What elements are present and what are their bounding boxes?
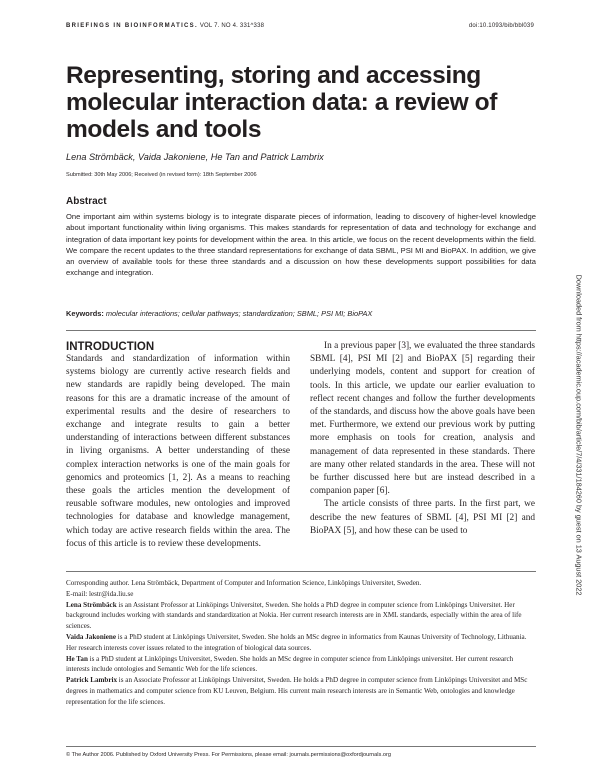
download-watermark bbox=[574, 220, 584, 650]
bio-text: is a PhD student at Linköpings Universitet, Sweden. She holds an MSc degree in computer science from Linköpings universitet. Her current research interests include ontologies and Semantic Web for the life sciences. bbox=[66, 654, 514, 674]
bio-name: Patrick Lambrix bbox=[66, 676, 118, 685]
keywords-label: Keywords: bbox=[66, 309, 104, 318]
doi-link[interactable]: doi:10.1093/bib/bbl039 bbox=[468, 23, 534, 29]
bio-name: Vaida Jakoniene bbox=[66, 632, 116, 641]
author-bio bbox=[66, 654, 536, 676]
bio-text: is a PhD student at Linköpings Universitet, Sweden. She holds an MSc degree in informatics from Kaunas University of Technology, Lithuania. Her research interests cover issues related to the integration of biological data sources. bbox=[66, 632, 527, 652]
body-column-left bbox=[66, 353, 290, 551]
introduction-heading: INTRODUCTION bbox=[66, 341, 155, 353]
bio-name: He Tan bbox=[66, 654, 88, 663]
intro-paragraph: Standards and standardization of information within systems biology are currently active research fields and new standards are rapidly being developed. The main reasons for this are a dramatic increase of the amount of experimental results and the desire of researchers to exchange and integrate results to gain a better understanding of interactions between different substances in living organisms. A better understanding of these complex interaction networks is one of the main goals for genomics and proteomics [1, 2]. As a means to reaching these goals the articles mention the development of reusable software modules, new ontologies and improved technologies for database and knowledge management, which today are active research fields within the area. The focus of this article is to review these developments. bbox=[66, 354, 290, 549]
author-bio bbox=[66, 600, 536, 632]
intro-paragraph: The article consists of three parts. In the first part, we describe the new features of SBML [4], PSI MI [2] and BioPAX [5], and how these can be used to bbox=[310, 499, 535, 536]
author-list: Lena Strömbäck, Vaida Jakoniene, He Tan and Patrick Lambrix bbox=[66, 152, 324, 162]
article-title: Representing, storing and accessing molecular interaction data: a review of models and tools bbox=[66, 62, 497, 143]
submission-dates: Submitted: 30th May 2006; Received (in revised form): 18th September 2006 bbox=[66, 172, 257, 178]
author-bio bbox=[66, 632, 536, 654]
email-link[interactable]: E-mail: lestr@ida.liu.se bbox=[66, 589, 134, 598]
bio-text: is an Assistant Professor at Linköpings Universitet, Sweden. She holds a PhD degree in computer science from Linköpings Universitet. Her background includes working with standards and standardization at Nokia. Her current research interests are in XML standards, especially within the area of life sciences. bbox=[66, 600, 522, 631]
copyright-notice: © The Author 2006. Published by Oxford University Press. For Permissions, please email: journals.permissions@oxfordjournals.org bbox=[66, 752, 391, 758]
section-divider bbox=[66, 330, 536, 331]
bio-text: is an Associate Professor at Linköpings Universitet, Sweden. He holds a PhD degree in computer science from Linköpings Universitet and MSc degrees in mathematics and computer science from KU Leuven, Belgium. His current main research interests are in Semantic Web, ontologies and knowledge representation for the life sciences. bbox=[66, 676, 528, 706]
corresponding-author: Corresponding author. Lena Strömbäck, Department of Computer and Information Science, Linköpings Universitet, Sweden. bbox=[66, 579, 422, 587]
abstract-text: One important aim within systems biology is to integrate disparate pieces of information, leading to discovery of higher-level knowledge about important functionality within living organisms. This makes standards for representation of data and technology for exchange and integration of data important key points for development within the area. In this article, we focus on the recent developments within the field. We compare the recent updates to the three standard representations for exchange of data SBML, PSI MI and BioPAX. In addition, we give an overview of available tools for these three standards and a discussion on how these developments support possibilities for data exchange and integration. bbox=[66, 212, 536, 278]
keywords bbox=[66, 309, 536, 318]
copyright-divider bbox=[66, 746, 536, 747]
author-bio bbox=[66, 675, 536, 707]
journal-name: BRIEFINGS IN BIOINFORMATICS. bbox=[66, 23, 198, 29]
body-column-right bbox=[310, 340, 535, 538]
volume-info: VOL 7. NO 4. 331^338 bbox=[199, 23, 265, 29]
abstract-heading: Abstract bbox=[66, 196, 107, 207]
author-footnotes bbox=[66, 578, 536, 708]
footnote-divider bbox=[66, 571, 536, 572]
keywords-list: molecular interactions; cellular pathways; standardization; SBML; PSI MI; BioPAX bbox=[105, 309, 373, 318]
download-note[interactable]: Downloaded from https://academic.oup.com/bib/article/7/4/331/184260 by guest on 13 August 2022 bbox=[574, 274, 584, 596]
intro-paragraph: In a previous paper [3], we evaluated the three standards SBML [4], PSI MI [2] and BioPAX [5] regarding their underlying models, content and support for creation of tools. In this article, we update our earlier evaluation to reflect recent changes and follow the further developments of the standards, and discuss how the above goals have been met. Furthermore, we extend our previous work by putting more emphasis on tools for creation, analysis and management of data represented in these standards. There are many other related standards in the area. These will not be further discussed here but are instead described in a companion paper [6]. bbox=[310, 341, 535, 497]
bio-name: Lena Strömbäck bbox=[66, 600, 117, 609]
running-header bbox=[66, 23, 534, 29]
